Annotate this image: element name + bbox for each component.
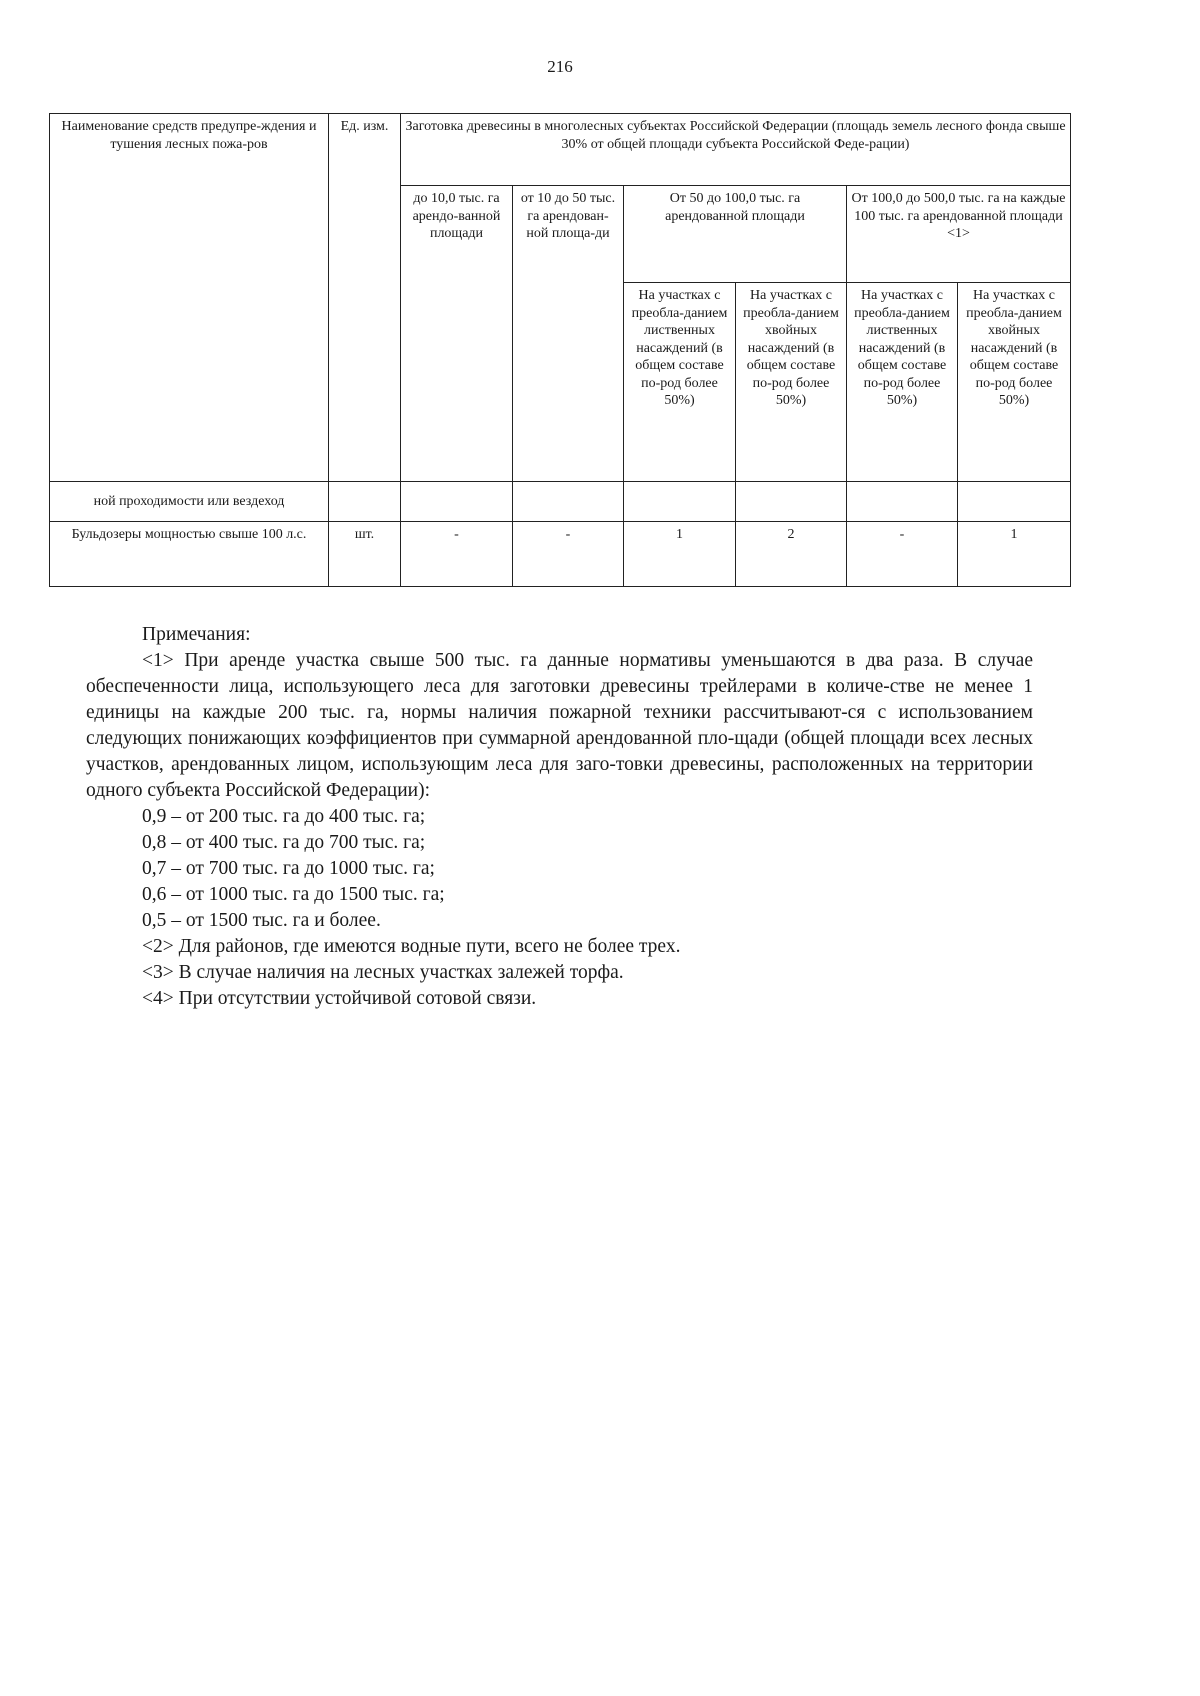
note-4: <4> При отсутствии устойчивой сотовой связи. xyxy=(142,988,537,1009)
header-50-to-100: От 50 до 100,0 тыс. га арендованной площади xyxy=(624,186,847,283)
row-unit xyxy=(329,482,401,522)
note-3: <3> В случае наличия на лесных участках залежей торфа. xyxy=(142,962,624,983)
row-value xyxy=(513,482,624,522)
header-deciduous-100-500: На участках с преобла-данием лиственных насаждений (в общем составе по-род более 50%) xyxy=(847,283,958,482)
row-name: Бульдозеры мощностью свыше 100 л.с. xyxy=(50,522,329,587)
header-up-to-10: до 10,0 тыс. га арендо-ванной площади xyxy=(401,186,513,482)
header-10-to-50: от 10 до 50 тыс. га арендован-ной площа-ди xyxy=(513,186,624,482)
row-name: ной проходимости или вездеход xyxy=(50,482,329,522)
row-value: 1 xyxy=(958,522,1071,587)
fire-equipment-norms-table xyxy=(49,113,1071,587)
table-row xyxy=(50,522,1071,587)
coefficient-item: 0,9 – от 200 тыс. га до 400 тыс. га; xyxy=(142,806,426,827)
row-value xyxy=(847,482,958,522)
row-value xyxy=(958,482,1071,522)
header-coniferous-100-500: На участках с преобла-данием хвойных насаждений (в общем составе по-род более 50%) xyxy=(958,283,1071,482)
coefficient-item: 0,8 – от 400 тыс. га до 700 тыс. га; xyxy=(142,832,426,853)
notes-section xyxy=(86,622,1033,1012)
row-value: - xyxy=(401,522,513,587)
header-100-to-500: От 100,0 до 500,0 тыс. га на каждые 100 тыс. га арендованной площади <1> xyxy=(847,186,1071,283)
row-value xyxy=(401,482,513,522)
page-number: 216 xyxy=(547,57,573,76)
header-coniferous-50-100: На участках с преобла-данием хвойных насаждений (в общем составе по-род более 50%) xyxy=(736,283,847,482)
notes-title: Примечания: xyxy=(142,624,251,645)
coefficient-item: 0,7 – от 700 тыс. га до 1000 тыс. га; xyxy=(142,858,435,879)
coefficient-item: 0,6 – от 1000 тыс. га до 1500 тыс. га; xyxy=(142,884,445,905)
row-unit: шт. xyxy=(329,522,401,587)
row-value xyxy=(736,482,847,522)
table-row xyxy=(50,482,1071,522)
row-value: - xyxy=(847,522,958,587)
header-deciduous-50-100: На участках с преобла-данием лиственных насаждений (в общем составе по-род более 50%) xyxy=(624,283,736,482)
header-equipment-name: Наименование средств предупре-ждения и тушения лесных пожа-ров xyxy=(50,114,329,482)
row-value xyxy=(624,482,736,522)
header-unit: Ед. изм. xyxy=(329,114,401,482)
row-value: 1 xyxy=(624,522,736,587)
coefficient-item: 0,5 – от 1500 тыс. га и более. xyxy=(142,910,381,931)
note-1: <1> При аренде участка свыше 500 тыс. га данные нормативы уменьшаются в два раза. В случае обеспеченности лица, использующего леса для заготовки древесины трейлерами в количе-стве не менее 1 единицы на каждые 200 тыс. га, нормы наличия пожарной техники рассчитывают-ся с использованием следующих понижающих коэффициентов при суммарной арендованной пло-щади (общей площади всех лесных участков, арендованных лицом, использующим леса для заго-товки древесины, расположенных на территории одного субъекта Российской Федерации): xyxy=(86,650,1033,801)
header-harvesting-group: Заготовка древесины в многолесных субъектах Российской Федерации (площадь земель лесного фонда свыше 30% от общей площади субъекта Российской Феде-рации) xyxy=(401,114,1071,186)
note-2: <2> Для районов, где имеются водные пути, всего не более трех. xyxy=(142,936,681,957)
row-value: - xyxy=(513,522,624,587)
row-value: 2 xyxy=(736,522,847,587)
